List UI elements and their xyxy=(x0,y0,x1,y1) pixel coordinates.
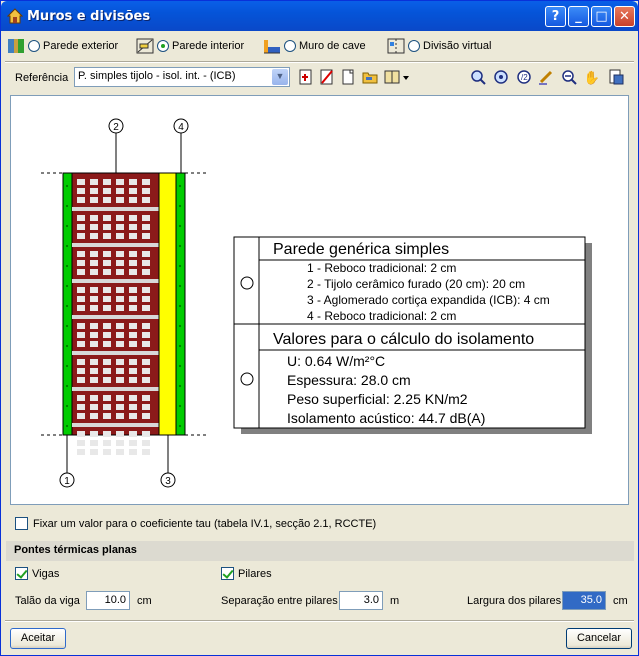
close-button[interactable]: ✕ xyxy=(614,6,635,27)
brick-hole xyxy=(116,449,124,455)
vigas-checkbox[interactable] xyxy=(15,567,28,580)
brick-hole xyxy=(129,251,137,257)
tau-label: Fixar um valor para o coeficiente tau (tabela IV.1, secção 2.1, RCCTE) xyxy=(33,517,377,530)
wall-type-exterior[interactable] xyxy=(7,38,118,54)
layer-marker-4-label: 4 xyxy=(178,122,184,133)
brick-hole xyxy=(77,188,85,194)
brick-hole xyxy=(129,431,137,437)
talao-label: Talão da viga xyxy=(15,595,80,607)
wall-type-exterior-label: Parede exterior xyxy=(43,40,119,52)
brick-hole xyxy=(103,287,111,293)
brick-hole xyxy=(142,287,150,293)
brick-hole xyxy=(129,296,137,302)
brick-hole xyxy=(77,395,85,401)
brick-hole xyxy=(116,431,124,437)
brick-hole xyxy=(129,215,137,221)
brick-hole xyxy=(116,332,124,338)
brick-hole xyxy=(142,224,150,230)
card-hole-top xyxy=(241,277,253,289)
copy-reference-icon[interactable] xyxy=(339,69,357,87)
brick-hole xyxy=(103,359,111,365)
delete-reference-icon[interactable] xyxy=(318,69,336,87)
reference-value: P. simples tijolo - isol. int. - (ICB) xyxy=(78,70,236,82)
card-title: Parede genérica simples xyxy=(273,241,450,258)
plaster-mark xyxy=(179,285,181,287)
brick-hole xyxy=(142,269,150,275)
brick-hole xyxy=(77,269,85,275)
brick-hole xyxy=(90,413,98,419)
brick-hole xyxy=(116,179,124,185)
mortar-joint xyxy=(72,387,159,391)
zoom-all-icon[interactable] xyxy=(492,69,510,87)
brick-hole xyxy=(129,359,137,365)
plaster-mark xyxy=(179,345,181,347)
brick-hole xyxy=(90,323,98,329)
mortar-joint xyxy=(72,207,159,211)
title-bar[interactable] xyxy=(1,1,638,31)
plaster-mark xyxy=(179,245,181,247)
brick-hole xyxy=(90,269,98,275)
brick-hole xyxy=(129,395,137,401)
brick-hole xyxy=(129,440,137,446)
brick-hole xyxy=(77,233,85,239)
brick-hole xyxy=(90,368,98,374)
wall-type-row xyxy=(1,33,638,59)
brick-hole xyxy=(103,368,111,374)
maximize-button[interactable]: □ xyxy=(591,6,612,27)
pilares-label: Pilares xyxy=(238,567,272,580)
brick-hole xyxy=(90,341,98,347)
plaster-mark xyxy=(66,425,68,427)
brick-hole xyxy=(142,404,150,410)
brick-hole xyxy=(142,188,150,194)
tau-checkbox[interactable] xyxy=(15,517,28,530)
plaster-mark xyxy=(66,225,68,227)
mortar-joint xyxy=(72,243,159,247)
radio-exterior[interactable] xyxy=(28,40,40,52)
wall-type-virtual[interactable] xyxy=(387,38,491,54)
brick-hole xyxy=(103,179,111,185)
brick-hole xyxy=(142,215,150,221)
brick-hole xyxy=(77,341,85,347)
brick-hole xyxy=(103,296,111,302)
radio-basement[interactable] xyxy=(284,40,296,52)
reference-row xyxy=(1,63,638,91)
brick-hole xyxy=(116,197,124,203)
card-hole-bottom xyxy=(241,373,253,385)
edit-pen-icon[interactable] xyxy=(537,69,555,87)
brick-hole xyxy=(77,440,85,446)
thermal-bridges-header xyxy=(6,541,634,561)
brick-hole xyxy=(116,413,124,419)
brick-hole xyxy=(116,359,124,365)
brick-hole xyxy=(90,287,98,293)
brick-hole xyxy=(116,440,124,446)
brick-hole xyxy=(142,377,150,383)
brick-hole xyxy=(142,368,150,374)
brick-hole xyxy=(90,431,98,437)
brick-hole xyxy=(77,296,85,302)
plaster-mark xyxy=(66,405,68,407)
plaster-mark xyxy=(66,385,68,387)
house-icon xyxy=(7,8,23,24)
brick-hole xyxy=(116,188,124,194)
brick-hole xyxy=(90,395,98,401)
plaster-mark xyxy=(66,285,68,287)
brick-hole xyxy=(142,413,150,419)
card-layer-1: 1 - Reboco tradicional: 2 cm xyxy=(307,261,457,275)
chevron-down-icon[interactable]: ▼ xyxy=(272,69,288,85)
mortar-joint xyxy=(72,315,159,319)
virtual-division-icon xyxy=(387,38,405,54)
brick-hole xyxy=(103,332,111,338)
brick-hole xyxy=(103,449,111,455)
brick-hole xyxy=(116,341,124,347)
brick-hole xyxy=(142,395,150,401)
brick-hole xyxy=(103,260,111,266)
brick-hole xyxy=(142,440,150,446)
plaster-mark xyxy=(66,365,68,367)
separacao-unit: m xyxy=(390,595,400,607)
brick-hole xyxy=(103,197,111,203)
brick-hole xyxy=(116,269,124,275)
zoom-window-icon[interactable] xyxy=(469,69,487,87)
reference-label: Referência xyxy=(15,72,69,84)
card-layer-4: 4 - Reboco tradicional: 2 cm xyxy=(307,309,457,323)
plaster-mark xyxy=(179,225,181,227)
brick-hole xyxy=(77,260,85,266)
brick-hole xyxy=(129,233,137,239)
brick-hole xyxy=(142,179,150,185)
brick-hole xyxy=(116,305,124,311)
brick-hole xyxy=(77,287,85,293)
brick-hole xyxy=(103,305,111,311)
largura-input[interactable]: 35.0 xyxy=(562,591,606,610)
brick-hole xyxy=(116,215,124,221)
brick-hole xyxy=(129,188,137,194)
brick-hole xyxy=(103,377,111,383)
brick-hole xyxy=(90,377,98,383)
brick-hole xyxy=(103,215,111,221)
brick-hole xyxy=(129,269,137,275)
brick-hole xyxy=(103,341,111,347)
brick-hole xyxy=(142,332,150,338)
brick-hole xyxy=(142,305,150,311)
plaster-mark xyxy=(66,325,68,327)
brick-hole xyxy=(129,305,137,311)
layer-marker-1-label: 1 xyxy=(64,476,70,487)
brick-hole xyxy=(116,404,124,410)
new-reference-icon[interactable] xyxy=(297,69,315,87)
library-dropdown-icon[interactable] xyxy=(383,69,411,87)
brick-hole xyxy=(129,368,137,374)
largura-label: Largura dos pilares xyxy=(467,595,562,607)
brick-hole xyxy=(77,404,85,410)
brick-hole xyxy=(142,449,150,455)
exterior-wall-icon xyxy=(7,38,25,54)
mortar-joint xyxy=(72,351,159,355)
insulation-layer xyxy=(159,173,176,435)
plaster-mark xyxy=(179,385,181,387)
brick-hole xyxy=(129,332,137,338)
card-layer-2: 2 - Tijolo cerâmico furado (20 cm): 20 cm xyxy=(307,277,526,291)
brick-hole xyxy=(90,305,98,311)
brick-hole xyxy=(129,287,137,293)
wall-type-virtual-label: Divisão virtual xyxy=(423,40,492,52)
brick-hole xyxy=(103,395,111,401)
brick-hole xyxy=(103,233,111,239)
zoom-previous-icon[interactable] xyxy=(560,69,578,87)
bottom-separator xyxy=(5,620,634,622)
plaster-mark xyxy=(66,345,68,347)
brick-hole xyxy=(77,305,85,311)
brick-hole xyxy=(142,260,150,266)
brick-hole xyxy=(90,404,98,410)
brick-hole xyxy=(129,224,137,230)
brick-hole xyxy=(142,341,150,347)
brick-hole xyxy=(142,431,150,437)
brick-hole xyxy=(103,404,111,410)
separacao-label: Separação entre pilares xyxy=(221,595,338,607)
brick-hole xyxy=(77,377,85,383)
brick-hole xyxy=(103,440,111,446)
plaster-layer-right xyxy=(176,173,185,435)
brick-hole xyxy=(129,404,137,410)
brick-hole xyxy=(103,188,111,194)
brick-hole xyxy=(103,413,111,419)
card-layer-3: 3 - Aglomerado cortiça expandida (ICB): 4 cm xyxy=(307,293,550,307)
brick-hole xyxy=(90,332,98,338)
vigas-option[interactable] xyxy=(15,567,59,580)
plaster-mark xyxy=(179,365,181,367)
brick-hole xyxy=(90,260,98,266)
card-values-title: Valores para o cálculo do isolamento xyxy=(273,331,535,348)
mortar-joint xyxy=(72,423,159,427)
plaster-mark xyxy=(66,185,68,187)
brick-hole xyxy=(103,251,111,257)
brick-hole xyxy=(77,179,85,185)
plaster-mark xyxy=(66,265,68,267)
brick-hole xyxy=(129,197,137,203)
brick-hole xyxy=(129,179,137,185)
window-title: Muros e divisões xyxy=(27,9,151,24)
layer-marker-3-label: 3 xyxy=(165,476,171,487)
tau-option[interactable] xyxy=(15,517,376,530)
wall-type-interior[interactable] xyxy=(136,38,244,54)
brick-hole xyxy=(142,359,150,365)
basement-wall-icon xyxy=(263,38,281,54)
brick-hole xyxy=(77,431,85,437)
accept-button[interactable]: Aceitar xyxy=(10,628,66,649)
wall-type-basement[interactable] xyxy=(263,38,366,54)
brick-hole xyxy=(103,224,111,230)
brick-hole xyxy=(90,251,98,257)
plaster-mark xyxy=(179,205,181,207)
brick-hole xyxy=(142,251,150,257)
reference-select[interactable] xyxy=(74,67,290,87)
brick-hole xyxy=(103,323,111,329)
thermal-bridges-title: Pontes térmicas planas xyxy=(14,544,137,556)
print-preview-icon[interactable] xyxy=(607,69,625,87)
brick-hole xyxy=(129,413,137,419)
help-button[interactable]: ? xyxy=(545,6,566,27)
brick-hole xyxy=(116,296,124,302)
card-value-acoustic: Isolamento acústico: 44.7 dB(A) xyxy=(287,410,486,426)
plaster-mark xyxy=(66,245,68,247)
brick-hole xyxy=(116,368,124,374)
plaster-mark xyxy=(179,325,181,327)
card-value-u: U: 0.64 W/m²°C xyxy=(287,353,386,369)
brick-hole xyxy=(90,233,98,239)
minimize-button[interactable]: _ xyxy=(568,6,589,27)
brick-hole xyxy=(103,431,111,437)
brick-hole xyxy=(129,323,137,329)
wall-section-canvas[interactable] xyxy=(10,95,629,505)
vigas-label: Vigas xyxy=(32,567,60,580)
brick-hole xyxy=(142,323,150,329)
plaster-mark xyxy=(179,305,181,307)
brick-hole xyxy=(77,251,85,257)
card-value-weight: Peso superficial: 2.25 KN/m2 xyxy=(287,391,468,407)
brick-hole xyxy=(77,197,85,203)
brick-hole xyxy=(116,260,124,266)
brick-hole xyxy=(77,224,85,230)
brick-hole xyxy=(90,296,98,302)
brick-hole xyxy=(129,377,137,383)
wall-section-drawing xyxy=(11,96,628,504)
brick-hole xyxy=(116,251,124,257)
brick-hole xyxy=(90,197,98,203)
brick-hole xyxy=(90,440,98,446)
zoom-half-icon[interactable] xyxy=(515,69,533,87)
brick-hole xyxy=(77,332,85,338)
plaster-mark xyxy=(179,405,181,407)
brick-hole xyxy=(90,224,98,230)
brick-hole xyxy=(116,287,124,293)
brick-hole xyxy=(77,413,85,419)
talao-unit: cm xyxy=(137,595,152,607)
brick-hole xyxy=(116,323,124,329)
brick-hole xyxy=(77,359,85,365)
layer-marker-2-label: 2 xyxy=(113,122,119,133)
pilares-checkbox[interactable] xyxy=(221,567,234,580)
plaster-mark xyxy=(66,205,68,207)
brick-hole xyxy=(142,296,150,302)
plaster-layer-left xyxy=(63,173,72,435)
largura-unit: cm xyxy=(613,595,628,607)
radio-virtual[interactable] xyxy=(408,40,420,52)
brick-hole xyxy=(90,449,98,455)
mortar-joint xyxy=(72,279,159,283)
brick-hole xyxy=(90,359,98,365)
wall-type-basement-label: Muro de cave xyxy=(299,40,366,52)
brick-hole xyxy=(90,179,98,185)
brick-hole xyxy=(116,224,124,230)
brick-hole xyxy=(103,269,111,275)
brick-hole xyxy=(116,395,124,401)
plaster-mark xyxy=(179,185,181,187)
open-folder-icon[interactable] xyxy=(361,69,379,87)
plaster-mark xyxy=(179,265,181,267)
brick-hole xyxy=(77,215,85,221)
interior-wall-icon xyxy=(136,38,154,54)
brick-hole xyxy=(77,323,85,329)
brick-hole xyxy=(129,260,137,266)
talao-input[interactable]: 10.0 xyxy=(86,591,130,610)
svg-text:/2: /2 xyxy=(521,73,528,82)
brick-hole xyxy=(142,233,150,239)
cancel-button[interactable]: Cancelar xyxy=(566,628,632,649)
card-value-thickness: Espessura: 28.0 cm xyxy=(287,372,411,388)
brick-hole xyxy=(90,215,98,221)
brick-hole xyxy=(116,233,124,239)
wall-type-interior-label: Parede interior xyxy=(172,40,245,52)
plaster-mark xyxy=(66,305,68,307)
brick-hole xyxy=(77,368,85,374)
brick-hole xyxy=(129,341,137,347)
brick-hole xyxy=(90,188,98,194)
plaster-mark xyxy=(179,425,181,427)
pilares-option[interactable] xyxy=(221,567,272,580)
brick-hole xyxy=(129,449,137,455)
brick-hole xyxy=(77,449,85,455)
radio-interior[interactable] xyxy=(157,40,169,52)
brick-hole xyxy=(142,197,150,203)
brick-hole xyxy=(116,377,124,383)
separacao-input[interactable]: 3.0 xyxy=(339,591,383,610)
pan-hand-icon[interactable]: ✋ xyxy=(583,70,601,85)
